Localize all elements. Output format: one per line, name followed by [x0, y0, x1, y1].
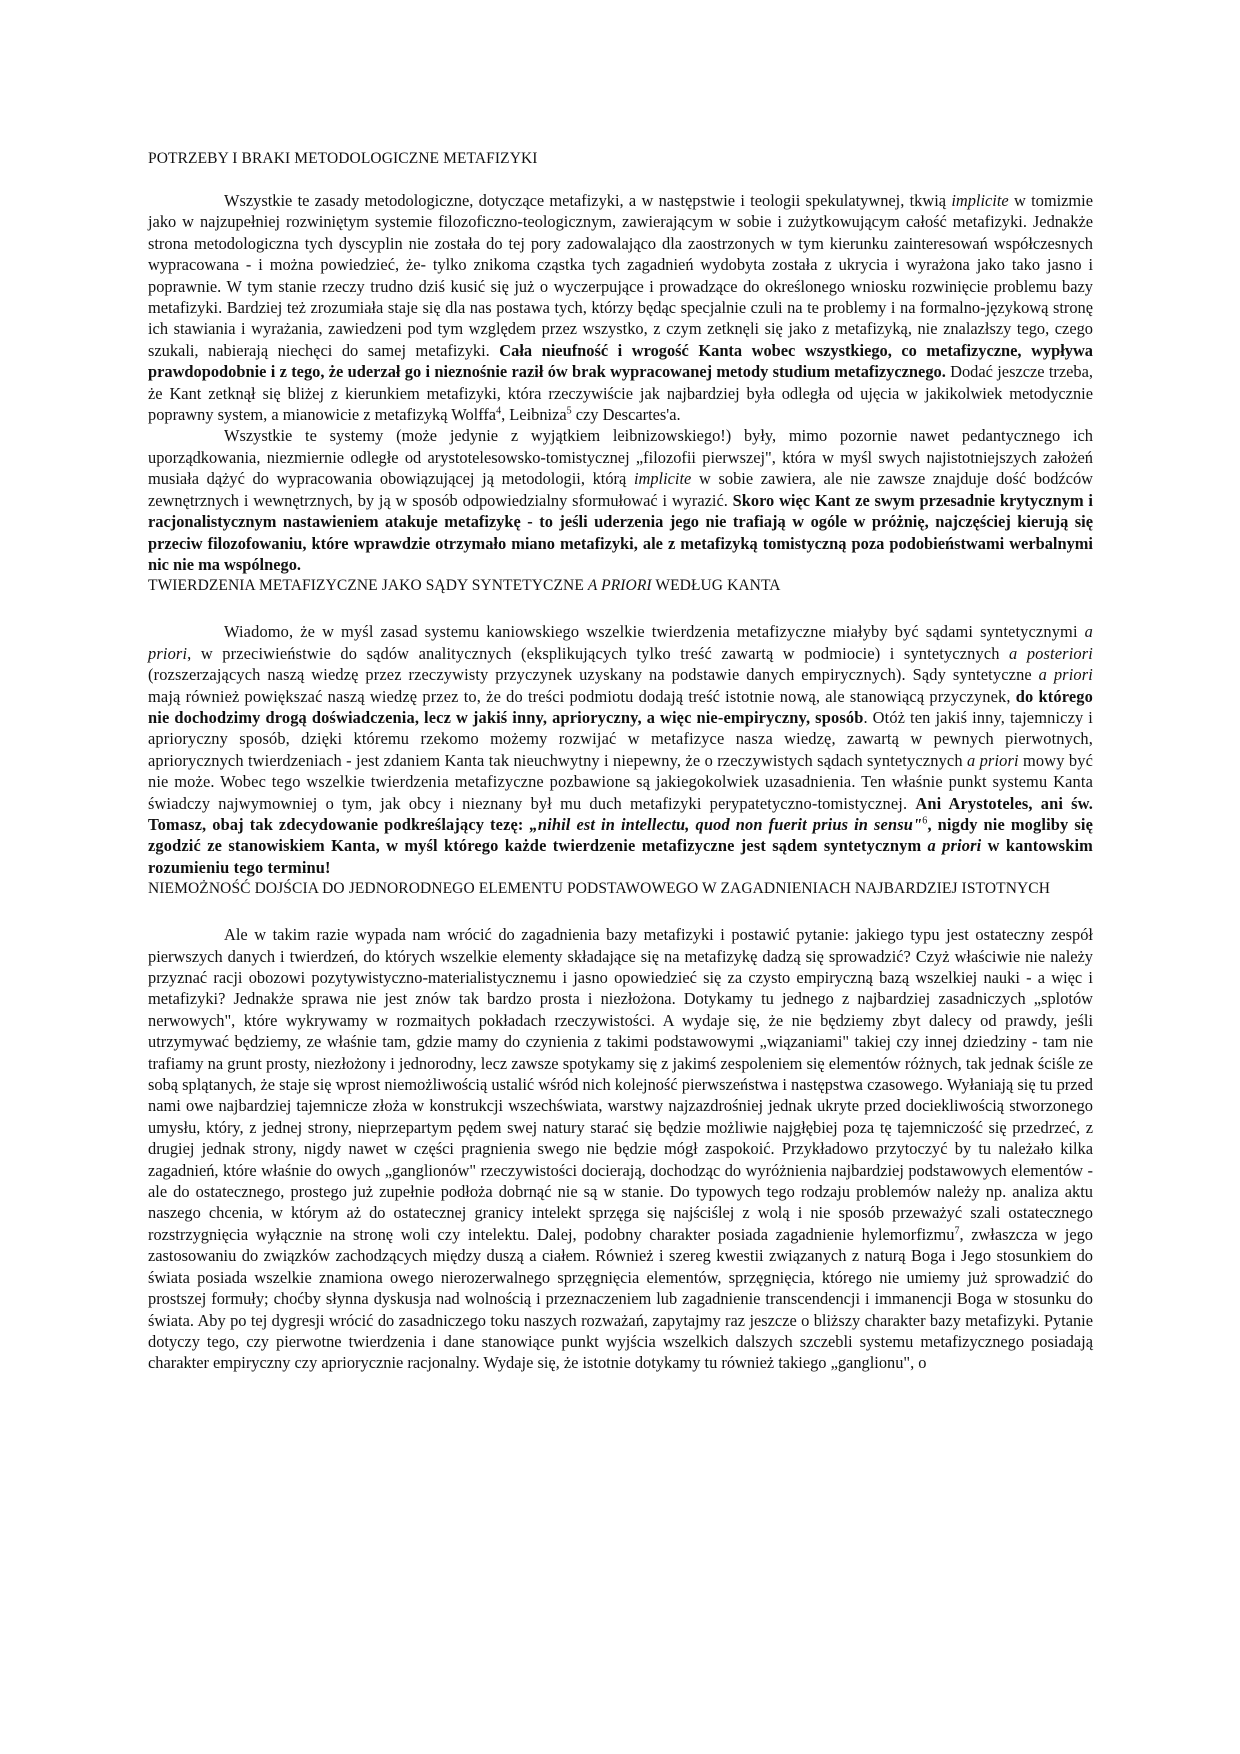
footnote-ref: 7 [954, 1225, 960, 1237]
text-run: , zwłaszcza w jego zastosowaniu do związków zachodzących między duszą a ciałem. Również i szereg kwestii związanych z naturą Boga i Jego stosunkiem do świata posiada wszelkie znamiona owego nierozerwalnego sprzęgnięcia elementów, sprzęgnięcia, którego nie umiemy już sprowadzić do prostszej formuły; choćby słynna dyskusja nad wolnością i przeznaczeniem lub zagadnienie transcendencji i immanencji Boga w stosunku do świata. Aby po tej dygresji wrócić do zasadniczego toku naszych rozważań, zapytajmy raz jeszcze o bliższy charakter bazy metafizyki. Pytanie dotyczy tego, czy pierwotne twierdzenia i dane stanowiące punkt wyjścia wszelkich dalszych szczebli systemu metafizycznego posiadają charakter empiryczny czy apriorycznie racjonalny. Wydaje się, że istotnie dotykamy tu również takiego „ganglionu", o [148, 1224, 1093, 1373]
section-heading-3 [148, 878, 1093, 900]
text-run: a priori [1038, 665, 1093, 685]
text-run: (rozszerzających naszą wiedzę przez rzeczywisty przyczynek uzyskany na podstawie danych empirycznych). Sądy syntetyczne [148, 665, 1039, 685]
text-run: Wszystkie te zasady metodologiczne, dotyczące metafizyki, a w następstwie i teologii spekulatywnej, tkwią [224, 191, 952, 210]
footnote-ref: 5 [566, 405, 572, 417]
text-run: a priori [966, 750, 1019, 770]
paragraph [148, 621, 1093, 878]
text-run: , w przeciwieństwie do sądów analitycznych (eksplikujących tylko treść zawartą w podmiocie) i syntetycznych [187, 643, 1010, 663]
text-run: w kantowskim rozumieniu tego terminu! [148, 836, 1093, 877]
text-run: mowy być nie może. Wobec tego wszelkie twierdzenia metafizyczne pozbawione są jakiegokolwiek uzasadnienia. Ten właśnie punkt systemu Kanta świadczy najwymowniej o tym, jak obcy i nieznany był mu duch metafizyki perypatetyczno-tomistycznej. [148, 750, 1094, 813]
text-run: implicite [951, 191, 1009, 210]
text-run: czy Descartes'a. [571, 405, 681, 425]
text-run: a priori [148, 622, 1093, 663]
text-run: Cała nieufność i wrogość Kanta wobec wszystkiego, co metafizyczne, wypływa prawdopodobnie i z tego, że uderzał go i nieznośnie raził ów brak wypracowanej metody studium metafizycznego. [148, 340, 1093, 382]
section-3 [148, 924, 1093, 1374]
text-run: do którego nie dochodzimy drogą doświadczenia, lecz w jakiś inny, aprioryczny, a więc nie-empiryczny, sposób [148, 686, 1093, 727]
text-run: Wiadomo, że w myśl zasad systemu kaniowskiego wszelkie twierdzenia metafizyczne miałyby być sądami syntetycznymi [224, 622, 1085, 642]
document-page [148, 148, 1093, 1374]
text-run: Ale w takim razie wypada nam wrócić do zagadnienia bazy metafizyki i postawić pytanie: jakiego typu jest ostateczny zespół pierwszych danych i twierdzeń, do których wszelkie elementy składające się na metafizykę dadzą się sprowadzić? Czyż właściwie nie należy przyznać racji obozowi pozytywistyczno-materialistycznemu i jasno opowiedzieć się za czysto empiryczną bazą wszelkiej nauki - a więc i metafizyki? Jednakże sprawa nie jest znów tak bardzo prosta i niezłożona. Dotykamy tu jednego z najbardziej zasadniczych „splotów nerwowych", które wykrywamy w rozmaitych pokładach rzeczywistości. A wydaje się, że nie będziemy zbyt dalecy od prawdy, jeśli utrzymywać będziemy, ze właśnie tam, gdzie mamy do czynienia z takimi podstawowymi „wiązaniami" takiej czy innej dziedziny - tam nie trafiamy na grunt prosty, niezłożony i jednorodny, lecz zawsze spotykamy się z jakimś zespoleniem się elementów różnych, tak jednak ściśle ze sobą splątanych, że staje się wprost niemożliwością ustalić wśród nich kolejność pierwszeństwa i następstwa czasowego. Wyłaniają się tu przed nami owe najbardziej tajemnicze złoża w konstrukcji wszechświata, warstwy najzazdrośniej jednak ukryte przed dociekliwością stworzonego umysłu, który, z jednej strony, nieprzepartym pędem swej natury starać się będzie możliwie najgłębiej poza tę tajemniczość się przedrzeć, z drugiej jednak strony, nigdy nawet w części pragnienia swego nie będzie mógł zaspokoić. Przykładowo przytoczyć by tu należało kilka zagadnień, które właśnie do owych „ganglionów" rzeczywistości docierają, dochodząc do wyróżnienia najbardziej podstawowych elementów - ale do ostatecznego, prostego już zupełnie podłoża dobrnąć nie są w stanie. Do typowych tego rodzaju problemów należy np. analiza aktu naszego chcenia, w którym aż do ostatecznej granicy intelekt sprzęga się najściślej z wolą i nie sposób przeważyć szali ostatecznego rozstrzygnięcia wyłącznie na stronę woli czy intelektu. Dalej, podobny charakter posiada zagadnienie hylemorfizmu [148, 925, 1093, 1244]
text-run: a posteriori [1009, 643, 1093, 663]
paragraph [148, 190, 1093, 425]
text-run: „nihil est in intellectu, quod non fuerit prius in sensu" [529, 814, 923, 834]
text-run: Skoro więc Kant ze swym przesadnie krytycznym i racjonalistycznym nastawieniem atakuje metafizykę - to jeśli uderzenia jego nie trafiają w ogóle w próżnię, najczęściej kierują się przeciw filozofowaniu, które wprawdzie otrzymało miano metafizyki, ale z metafizyką tomistyczną poza podobieństwami werbalnymi nic nie ma wspólnego. [148, 490, 1093, 574]
text-run: implicite [633, 469, 692, 489]
text-run: Wszystkie te systemy (może jedynie z wyjątkiem leibnizowskiego!) były, mimo pozornie nawet pedantycznego ich uporządkowania, niezmiernie odległe od arystotelesowsko-tomistycznej „filozofii pierwszej", która w myśl swych najistotniejszych założeń musiała dążyć do wypracowania obowiązującej ją metodologii, którą [148, 426, 1093, 489]
text-run: , nigdy nie mogliby się zgodzić ze stanowiskiem Kanta, w myśl którego każde twierdzenie metafizyczne jest sądem syntetycznym [148, 814, 1094, 856]
text-run: w sobie zawiera, ale nie zawsze znajduje dość bodźców zewnętrznych i wewnętrznych, by ją w sposób odpowiedzialny sformułować i wyrazić. [148, 469, 1093, 510]
section-heading-1: POTRZEBY I BRAKI METODOLOGICZNE METAFIZYKI [148, 150, 538, 167]
text-run: mają również powiększać naszą wiedzę przez to, że do treści podmiotu dodają treść istotnie nową, ale stanowiącą przyczynek, [148, 686, 1016, 706]
text-run: A PRIORI [587, 577, 652, 595]
paragraph [148, 425, 1093, 575]
footnote-ref: 4 [496, 405, 502, 417]
text-run: a priori [927, 836, 982, 856]
text-run: WEDŁUG KANTA [651, 577, 781, 595]
section-2 [148, 621, 1093, 878]
text-run: Ani Arystoteles, ani św. Tomasz, obaj tak zdecydowanie podkreślający tezę: [148, 793, 1093, 834]
footnote-ref: 6 [922, 815, 928, 827]
section-heading-2 [148, 575, 1093, 597]
text-run: , Leibniza [501, 405, 567, 425]
text-run: w tomizmie jako w najzupełniej rozwiniętym systemie filozoficzno-teologicznym, zawierającym w sobie i zużytkowującym całość metafizyki. Jednakże strona metodologiczna tych dyscyplin nie została do tej pory zadowalająco dla zaostrzonych w tym kierunku zainteresowań współczesnych wypracowana - i można powiedzieć, że- tylko znikoma cząstka tych zagadnień wydobyta została z ukrycia i wyrażona jako tako jasno i poprawnie. W tym stanie rzeczy trudno dziś kusić się już o wyczerpujące i prowadzące do określonego wniosku rozwinięcie problemu bazy metafizyki. Bardziej też zrozumiała staje się dla nas postawa tych, którzy będąc specjalnie czuli na te problemy i na formalno-językową stronę ich stawiania i wyrażania, zawiedzeni pod tym względem przez wszystko, z czym zetknęli się jako z metafizyką, nie znalazłszy tego, czego szukali, nabierają niechęci do samej metafizyki. [148, 191, 1094, 360]
text-run: . Otóż ten jakiś inny, tajemniczy i aprioryczny sposób, dzięki któremu rzekomo możemy rozwijać w metafizyce nasza wiedzę, zawartą w pewnych pierwotnych, apriorycznych twierdzeniach - jest zdaniem Kanta tak nieuchwytny i niepewny, że o rzeczywistych sądach syntetycznych [148, 707, 1093, 770]
text-run: NIEMOŻNOŚĆ DOJŚCIA DO JEDNORODNEGO ELEMENTU PODSTAWOWEGO W ZAGADNIENIACH NAJBARDZIEJ ISTOTNYCH [148, 880, 1051, 898]
section-1 [148, 190, 1093, 575]
text-run: Dodać jeszcze trzeba, że Kant zetknął się bliżej z kierunkiem metafizyki, która rzeczywiście jak najbardziej była odległa od ujęcia w jakikolwiek metodycznie poprawny system, a mianowicie z metafizyką Wolffa [148, 362, 1093, 425]
paragraph [148, 924, 1093, 1374]
text-run: TWIERDZENIA METAFIZYCZNE JAKO SĄDY SYNTETYCZNE [148, 577, 588, 595]
